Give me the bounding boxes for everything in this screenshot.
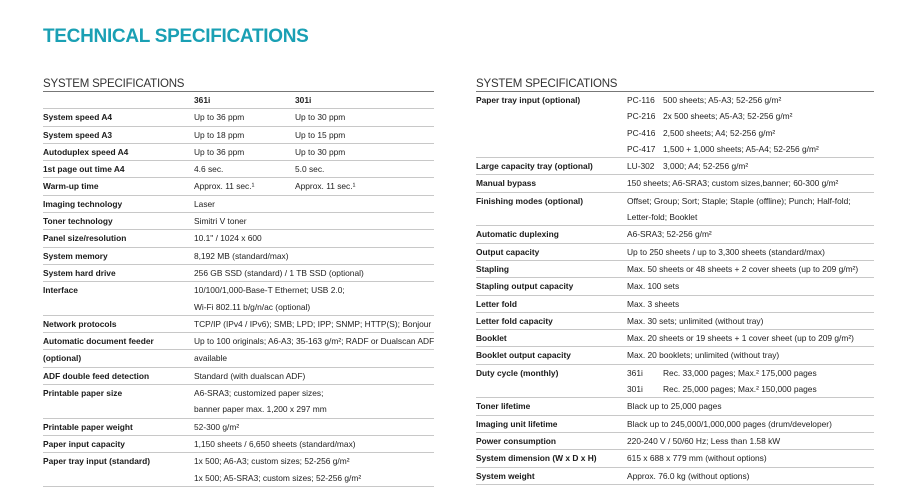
- spec-value-301i: Up to 30 ppm: [295, 109, 434, 126]
- spec-value: [627, 330, 874, 347]
- spec-row: [476, 295, 874, 312]
- header-spacer: [43, 92, 194, 109]
- column-header-301i: 301i: [295, 92, 434, 109]
- spec-value-text: 150 sheets; A6-SRA3; custom sizes,banner; 60-300 g/m²: [627, 178, 839, 189]
- spec-row: [43, 367, 434, 384]
- spec-row: [476, 381, 874, 398]
- spec-label: Power consumption: [476, 432, 627, 449]
- spec-row: [43, 385, 434, 402]
- spec-label: Stapling output capacity: [476, 278, 627, 295]
- spec-value: [627, 278, 874, 295]
- spec-value: Wi-Fi 802.11 b/g/n/ac (optional): [194, 299, 434, 316]
- spec-value-text: Max. 3 sheets: [627, 298, 680, 309]
- spec-row: [43, 401, 434, 418]
- spec-row: [43, 178, 434, 195]
- spec-value: [627, 226, 874, 243]
- spec-label: Paper input capacity: [43, 435, 194, 452]
- spec-value: [627, 209, 874, 226]
- spec-label: ADF double feed detection: [43, 367, 194, 384]
- spec-value: [627, 415, 874, 432]
- spec-value-text: A6-SRA3; 52-256 g/m²: [627, 229, 712, 240]
- spec-value-text: 500 sheets; A5-A3; 52-256 g/m²: [663, 95, 782, 105]
- spec-value: TCP/IP (IPv4 / IPv6); SMB; LPD; IPP; SNMP; HTTP(S); Bonjour: [194, 315, 434, 332]
- spec-row: [476, 347, 874, 364]
- spec-label: Booklet: [476, 330, 627, 347]
- spec-row: [476, 209, 874, 226]
- spec-value-361i: Approx. 11 sec.¹: [194, 178, 295, 195]
- spec-model-code: PC-216: [627, 111, 656, 122]
- spec-value-361i: Up to 18 ppm: [194, 126, 295, 143]
- spec-value: [627, 467, 874, 484]
- spec-value-text: Rec. 33,000 pages; Max.² 175,000 pages: [663, 367, 817, 378]
- spec-value: [627, 381, 874, 398]
- spec-value: 1x 500; A5-SRA3; custom sizes; 52-256 g/m²: [194, 470, 434, 487]
- spec-row: [476, 432, 874, 449]
- spec-value: [627, 398, 874, 415]
- spec-row: [476, 92, 874, 108]
- spec-value-301i: Approx. 11 sec.¹: [295, 178, 434, 195]
- spec-row: [43, 350, 434, 367]
- spec-label: Paper tray input (optional): [476, 95, 581, 105]
- spec-row: [476, 450, 874, 467]
- spec-row: [43, 435, 434, 452]
- spec-row: [476, 415, 874, 432]
- spec-row: [476, 125, 874, 141]
- spec-label: Interface: [43, 285, 78, 296]
- spec-row: [43, 282, 434, 299]
- spec-value-text: Rec. 25,000 pages; Max.² 150,000 pages: [663, 384, 817, 395]
- spec-label: Imaging unit lifetime: [476, 415, 627, 432]
- column-header-row: [43, 92, 434, 109]
- spec-label: Printable paper weight: [43, 418, 194, 435]
- spec-row: [476, 158, 874, 175]
- spec-value: 10/100/1,000-Base-T Ethernet; USB 2.0;: [194, 285, 345, 296]
- spec-value-text: Max. 20 booklets; unlimited (without tray): [627, 350, 780, 361]
- spec-value: Laser: [194, 195, 434, 212]
- spec-value: [627, 295, 874, 312]
- spec-label: Letter fold: [476, 295, 627, 312]
- spec-label: Output capacity: [476, 243, 627, 260]
- spec-model-code: 301i: [627, 384, 643, 395]
- spec-label: [43, 401, 194, 418]
- spec-label: [476, 125, 627, 141]
- spec-row: [476, 278, 874, 295]
- spec-label: Panel size/resolution: [43, 230, 194, 247]
- spec-row: [43, 213, 434, 230]
- left-spec-table: [43, 92, 434, 487]
- spec-model-code: 361i: [627, 367, 643, 378]
- spec-label: Printable paper size: [43, 388, 123, 399]
- spec-label: System memory: [43, 247, 194, 264]
- spec-value: [627, 158, 874, 175]
- spec-value-301i: Up to 15 ppm: [295, 126, 434, 143]
- spec-value-text: 2x 500 sheets; A5-A3; 52-256 g/m²: [663, 111, 793, 122]
- spec-label: Automatic document feeder: [43, 333, 194, 350]
- right-spec-table: [476, 92, 874, 485]
- spec-label: Duty cycle (monthly): [476, 367, 559, 378]
- spec-value-text: Up to 250 sheets / up to 3,300 sheets (standard/max): [627, 246, 825, 257]
- spec-value-text: 1,500 + 1,000 sheets; A5-A4; 52-256 g/m²: [663, 143, 819, 154]
- spec-value-text: Max. 20 sheets or 19 sheets + 1 cover sheet (up to 209 g/m²): [627, 333, 854, 344]
- spec-value: [627, 312, 874, 329]
- spec-label: Letter fold capacity: [476, 312, 627, 329]
- spec-value-text: Letter-fold; Booklet: [627, 212, 698, 223]
- spec-row: [476, 226, 874, 243]
- spec-label: [476, 108, 627, 124]
- spec-value: A6-SRA3; customized paper sizes;: [194, 388, 324, 399]
- spec-label: Toner technology: [43, 213, 194, 230]
- spec-value: 52-300 g/m²: [194, 418, 434, 435]
- spec-value: [627, 141, 874, 158]
- spec-value-text: 3,000; A4; 52-256 g/m²: [663, 161, 749, 172]
- spec-row: [476, 364, 874, 381]
- spec-value: 8,192 MB (standard/max): [194, 247, 434, 264]
- spec-row: [476, 108, 874, 124]
- spec-value: [627, 92, 874, 108]
- spec-value: [627, 432, 874, 449]
- spec-value: 256 GB SSD (standard) / 1 TB SSD (optional): [194, 264, 434, 281]
- spec-value: [627, 364, 874, 381]
- spec-value: [627, 125, 874, 141]
- spec-row: [43, 333, 434, 350]
- spec-row: [476, 260, 874, 277]
- spec-row: [43, 109, 434, 126]
- spec-row: [43, 315, 434, 332]
- spec-row: [43, 126, 434, 143]
- spec-value: [627, 175, 874, 192]
- spec-row: [43, 230, 434, 247]
- spec-row: [43, 418, 434, 435]
- section-heading: SYSTEM SPECIFICATIONS: [43, 77, 434, 92]
- spec-label: 1st page out time A4: [43, 161, 194, 178]
- spec-label: System speed A3: [43, 126, 194, 143]
- spec-label: System weight: [476, 467, 627, 484]
- spec-value: [627, 450, 874, 467]
- spec-row: [476, 312, 874, 329]
- spec-value: available: [194, 350, 434, 367]
- spec-value-text: 615 x 688 x 779 mm (without options): [627, 453, 767, 464]
- spec-label: [476, 141, 627, 158]
- spec-label: Warm-up time: [43, 178, 194, 195]
- spec-row: [43, 143, 434, 160]
- spec-label: Finishing modes (optional): [476, 195, 584, 206]
- spec-label: Automatic duplexing: [476, 226, 627, 243]
- spec-value-text: Approx. 76.0 kg (without options): [627, 470, 750, 481]
- spec-label: Large capacity tray (optional): [476, 158, 627, 175]
- spec-row: [476, 467, 874, 484]
- spec-value: [627, 108, 874, 124]
- spec-model-code: PC-417: [627, 143, 656, 154]
- spec-row: [476, 398, 874, 415]
- spec-value: 10.1" / 1024 x 600: [194, 230, 434, 247]
- spec-value-text: Max. 30 sets; unlimited (without tray): [627, 315, 764, 326]
- spec-value-301i: 5.0 sec.: [295, 161, 434, 178]
- spec-label: System hard drive: [43, 264, 194, 281]
- spec-value: Up to 100 originals; A6-A3; 35-163 g/m²; RADF or Dualscan ADF: [194, 333, 434, 350]
- column-header-361i: 361i: [194, 92, 295, 109]
- spec-row: [43, 453, 434, 470]
- spec-label: Toner lifetime: [476, 398, 627, 415]
- spec-label: [43, 299, 194, 316]
- spec-value-text: Offset; Group; Sort; Staple; Staple (offline); Punch; Half-fold;: [627, 195, 851, 206]
- spec-value-361i: Up to 36 ppm: [194, 109, 295, 126]
- spec-value-361i: Up to 36 ppm: [194, 143, 295, 160]
- spec-value: banner paper max. 1,200 x 297 mm: [194, 401, 434, 418]
- spec-value: [627, 192, 874, 209]
- spec-row: [476, 141, 874, 158]
- spec-value-301i: Up to 30 ppm: [295, 143, 434, 160]
- spec-row: [476, 330, 874, 347]
- spec-value-text: Max. 100 sets: [627, 281, 680, 292]
- spec-value-text: 220-240 V / 50/60 Hz; Less than 1.58 kW: [627, 435, 781, 446]
- spec-row: [43, 264, 434, 281]
- spec-row: [43, 195, 434, 212]
- spec-label: [476, 209, 627, 226]
- spec-row: [476, 192, 874, 209]
- spec-row: [476, 243, 874, 260]
- spec-label: (optional): [43, 350, 194, 367]
- spec-label: Imaging technology: [43, 195, 194, 212]
- spec-row: [43, 299, 434, 316]
- spec-value-text: 2,500 sheets; A4; 52-256 g/m²: [663, 127, 776, 138]
- spec-label: Stapling: [476, 260, 627, 277]
- spec-model-code: PC-416: [627, 127, 656, 138]
- spec-model-code: LU-302: [627, 161, 655, 172]
- right-spec-column: [476, 77, 874, 485]
- spec-value: 1,150 sheets / 6,650 sheets (standard/max): [194, 435, 434, 452]
- spec-value: [627, 243, 874, 260]
- spec-row: [476, 175, 874, 192]
- spec-label: Network protocols: [43, 315, 194, 332]
- spec-value-text: Black up to 245,000/1,000,000 pages (drum/developer): [627, 418, 832, 429]
- spec-value-text: Max. 50 sheets or 48 sheets + 2 cover sheets (up to 209 g/m²): [627, 263, 859, 274]
- spec-row: [43, 161, 434, 178]
- spec-value-text: Black up to 25,000 pages: [627, 401, 722, 412]
- spec-label: Autoduplex speed A4: [43, 143, 194, 160]
- page-title: TECHNICAL SPECIFICATIONS: [43, 26, 309, 47]
- spec-label: [476, 381, 627, 398]
- spec-value: [627, 260, 874, 277]
- spec-value: Standard (with dualscan ADF): [194, 367, 434, 384]
- spec-label: System speed A4: [43, 109, 194, 126]
- spec-value-361i: 4.6 sec.: [194, 161, 295, 178]
- spec-label: System dimension (W x D x H): [476, 450, 627, 467]
- spec-model-code: PC-116: [627, 95, 655, 105]
- spec-label: Paper tray input (standard): [43, 456, 151, 467]
- spec-label: Manual bypass: [476, 175, 627, 192]
- spec-value: Simitri V toner: [194, 213, 434, 230]
- section-heading: SYSTEM SPECIFICATIONS: [476, 77, 874, 92]
- spec-value: [627, 347, 874, 364]
- spec-value: 1x 500; A6-A3; custom sizes; 52-256 g/m²: [194, 456, 350, 467]
- spec-label: Booklet output capacity: [476, 347, 627, 364]
- left-spec-column: [43, 77, 434, 487]
- spec-row: [43, 247, 434, 264]
